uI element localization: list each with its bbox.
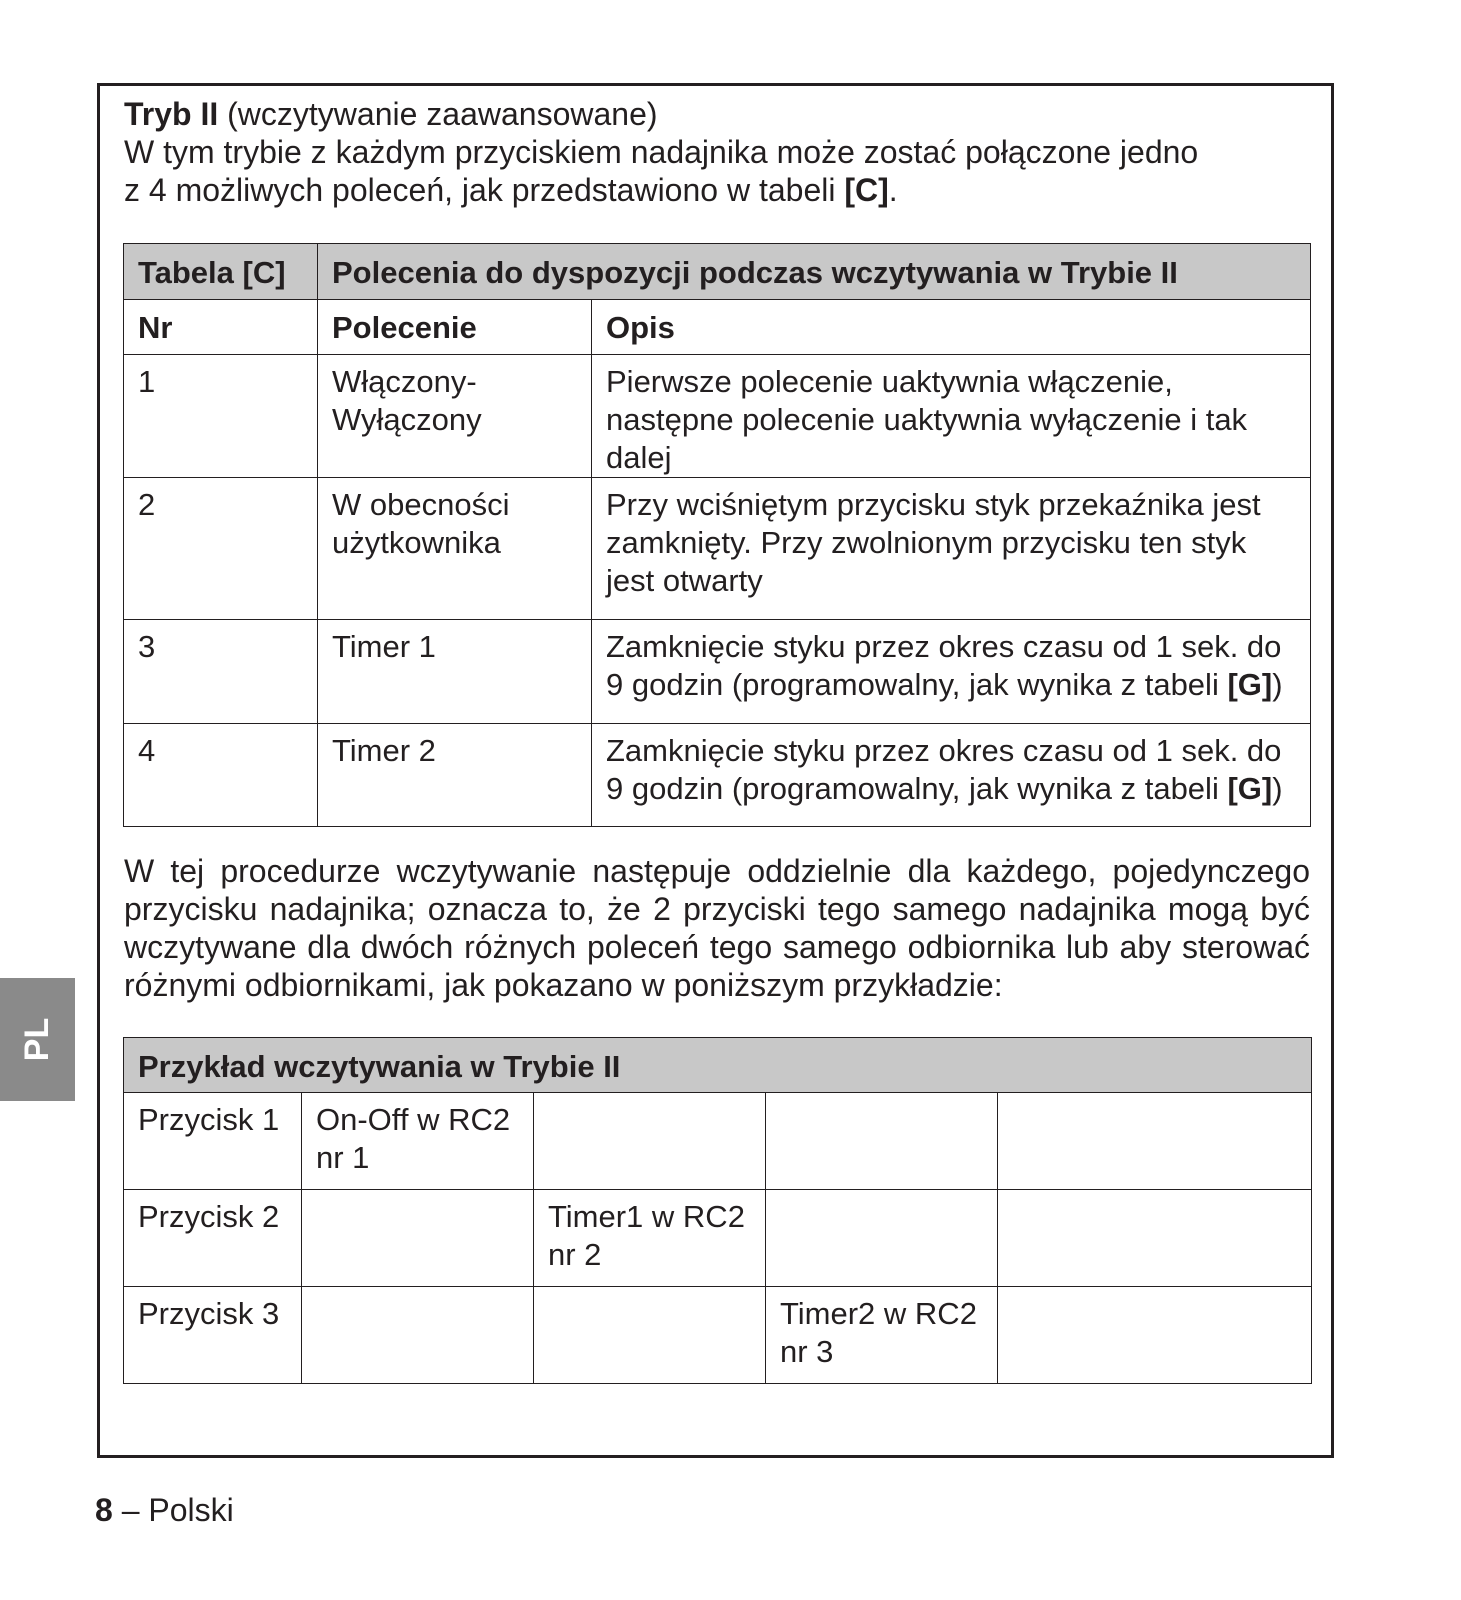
- row-desc: [592, 355, 1311, 478]
- example-cell: [766, 1190, 998, 1287]
- procedure-paragraph: W tej procedurze wczytywanie następuje oddzielnie dla każdego, pojedynczego przycisku nadajnika; oznacza to, że 2 przyciski tego samego nadajnika mogą być wczytywane dla dwóch różnych poleceń tego samego odbiornika lub aby sterować różnymi odbiornikami, jak pokazano w poniższym przykładzie:: [124, 853, 1310, 1003]
- row-nr: 4: [124, 724, 318, 827]
- example-cell: Timer1 w RC2 nr 2: [534, 1190, 766, 1287]
- table-ref-g: [G]: [1227, 667, 1273, 702]
- example-cell: [998, 1287, 1312, 1384]
- row-desc-end: ): [1272, 667, 1283, 702]
- example-cell: [998, 1093, 1312, 1190]
- button-label: Przycisk 1: [124, 1093, 302, 1190]
- button-label: Przycisk 2: [124, 1190, 302, 1287]
- row-command: W obecności użytkownika: [318, 478, 592, 620]
- row-desc: [592, 620, 1311, 724]
- table-ref-g: [G]: [1227, 771, 1273, 806]
- row-desc-text: Pierwsze polecenie uaktywnia włączenie, następne polecenie uaktywnia wyłączenie i tak dalej: [606, 364, 1248, 475]
- language-tab: [0, 978, 75, 1101]
- row-command: Timer 1: [318, 620, 592, 724]
- page-number: 8: [95, 1492, 113, 1528]
- example-cell: [534, 1093, 766, 1190]
- example-cell: [766, 1093, 998, 1190]
- table-ref-c: [C]: [844, 172, 889, 208]
- table-title: Polecenia do dyspozycji podczas wczytywania w Trybie II: [318, 244, 1311, 300]
- page-footer: [95, 1492, 234, 1529]
- col-header-nr: Nr: [124, 300, 318, 355]
- mode-subtitle: (wczytywanie zaawansowane): [227, 96, 658, 132]
- example-table-header: [124, 1038, 1312, 1093]
- footer-separator: –: [112, 1492, 149, 1528]
- row-desc-end: ): [1272, 771, 1283, 806]
- table-row: [124, 620, 1311, 724]
- intro-section: [124, 95, 1314, 209]
- col-header-command: Polecenie: [318, 300, 592, 355]
- table-row: [124, 1287, 1312, 1384]
- commands-table: [123, 243, 1311, 827]
- row-command: Timer 2: [318, 724, 592, 827]
- table-row: [124, 1190, 1312, 1287]
- mode-title: Tryb II: [124, 96, 219, 132]
- example-cell: [998, 1190, 1312, 1287]
- intro-line-2-end: .: [888, 172, 898, 208]
- intro-title-line: [124, 95, 1314, 133]
- row-desc-text: Zamknięcie styku przez okres czasu od 1 sek. do 9 godzin (programowalny, jak wynika z tabeli: [606, 629, 1282, 702]
- footer-language: Polski: [148, 1492, 234, 1528]
- example-cell: [534, 1287, 766, 1384]
- intro-line-1: W tym trybie z każdym przyciskiem nadajnika może zostać połączone jedno: [124, 134, 1199, 170]
- intro-line-2-text: z 4 możliwych poleceń, jak przedstawiono w tabeli: [124, 172, 845, 208]
- row-desc: [592, 724, 1311, 827]
- row-desc-text: Przy wciśniętym przycisku styk przekaźnika jest zamknięty. Przy zwolnionym przycisku ten styk jest otwarty: [606, 487, 1261, 598]
- button-label: Przycisk 3: [124, 1287, 302, 1384]
- row-nr: 3: [124, 620, 318, 724]
- column-headers: [124, 300, 1311, 355]
- row-desc: [592, 478, 1311, 620]
- example-cell: On-Off w RC2 nr 1: [302, 1093, 534, 1190]
- example-cell: [302, 1190, 534, 1287]
- commands-table-header: [124, 244, 1311, 300]
- language-tab-label: PL: [17, 1017, 56, 1062]
- table-row: [124, 478, 1311, 620]
- table-row: [124, 724, 1311, 827]
- example-cell: Timer2 w RC2 nr 3: [766, 1287, 998, 1384]
- row-nr: 2: [124, 478, 318, 620]
- row-nr: 1: [124, 355, 318, 478]
- table-row: [124, 1093, 1312, 1190]
- example-table: [123, 1037, 1312, 1384]
- table-row: [124, 355, 1311, 478]
- row-command: Włączony-Wyłączony: [318, 355, 592, 478]
- col-header-desc: Opis: [592, 300, 1311, 355]
- example-table-title: Przykład wczytywania w Trybie II: [124, 1038, 1312, 1093]
- table-caption: Tabela [C]: [124, 244, 318, 300]
- example-cell: [302, 1287, 534, 1384]
- row-desc-text: Zamknięcie styku przez okres czasu od 1 sek. do 9 godzin (programowalny, jak wynika z tabeli: [606, 733, 1282, 806]
- intro-line-2: [124, 171, 1314, 209]
